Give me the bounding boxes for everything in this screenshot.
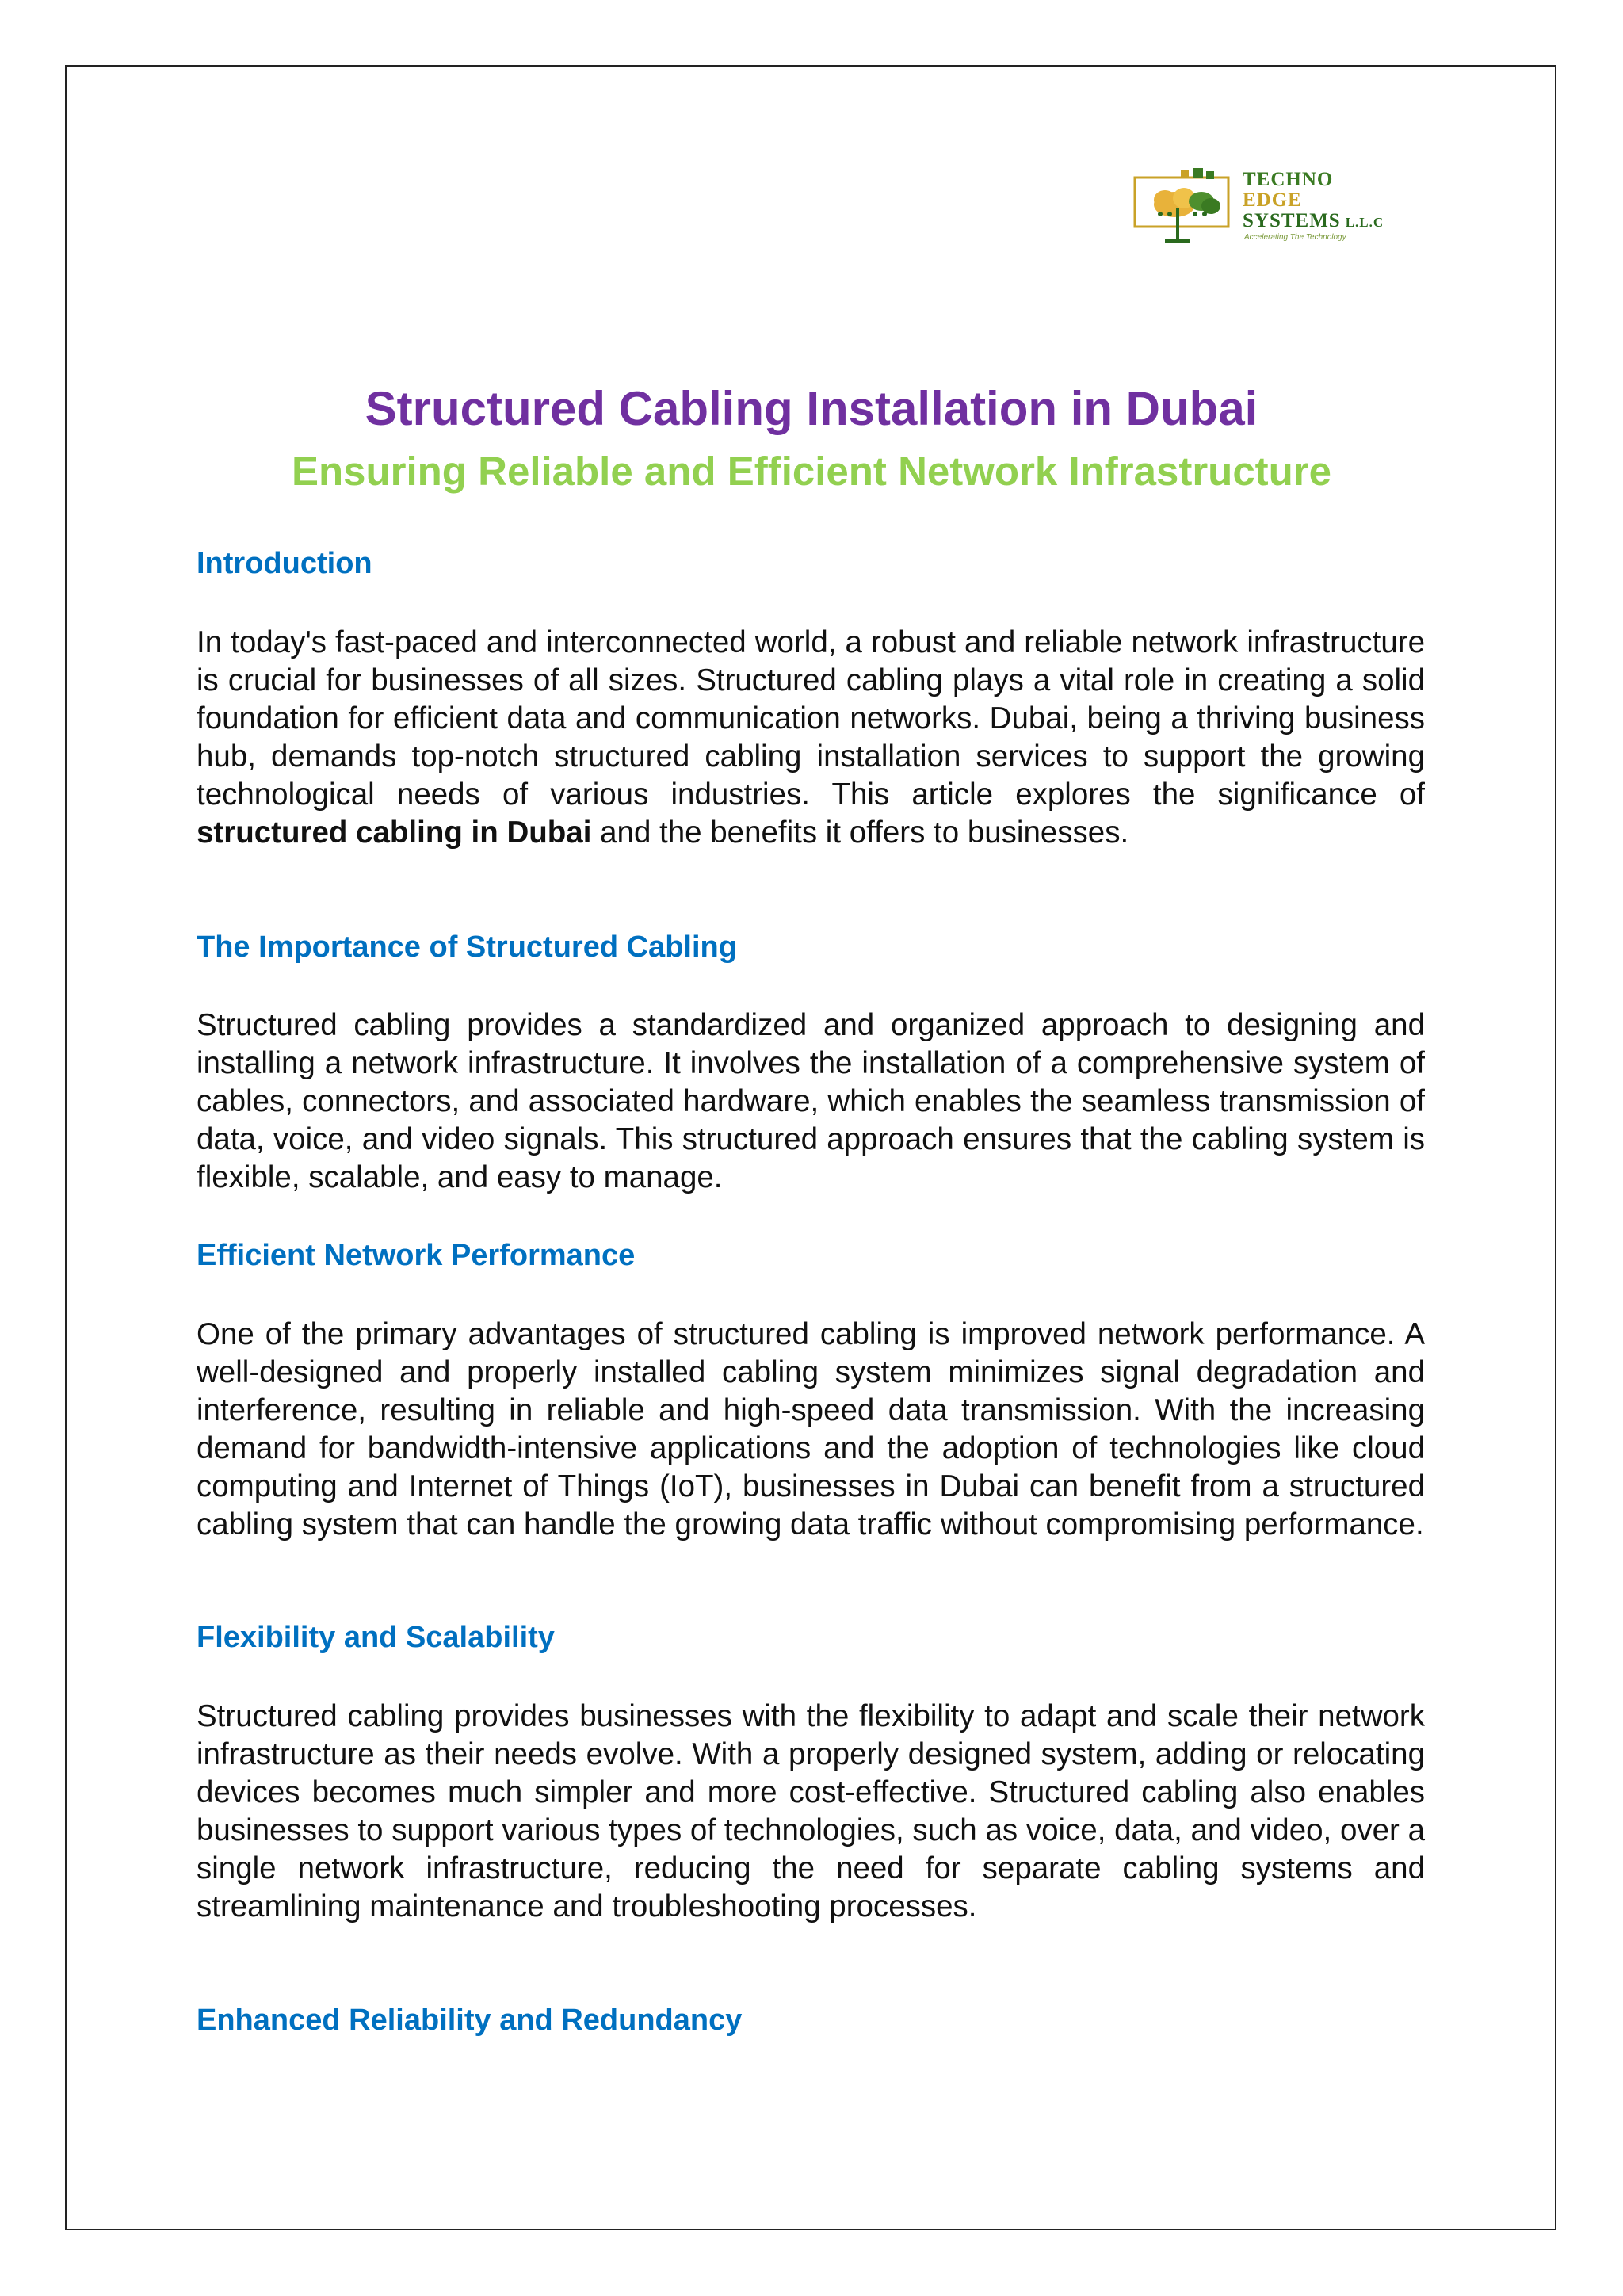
heading-introduction: Introduction [197,547,372,580]
company-logo [1133,168,1419,247]
logo-line-techno: TECHNO [1243,169,1334,190]
paragraph-importance: Structured cabling provides a standardized and organized approach to designing and installing a network infrastructure. It involves the installation of a comprehensive system of cables, connectors, and associated hardware, which enables the seamless transmission of data, voice, and video signals. This structured approach ensures that the cabling system is flexible, scalable, and easy to manage. [197,1008,1425,1194]
cloud-network-icon [1133,168,1236,247]
logo-tagline: Accelerating The Technology [1244,233,1346,242]
paragraph-introduction [197,624,1425,852]
paragraph-performance: One of the primary advantages of structured cabling is improved network performance. A well-designed and properly installed cabling system minimizes signal degradation and interference, resulting in reliable and high-speed data transmission. With the increasing demand for bandwidth-intensive applications and the adoption of technologies like cloud computing and Internet of Things (IoT), businesses in Dubai can benefit from a structured cabling system that can handle the growing data traffic without compromising performance. [197,1317,1425,1541]
heading-reliability: Enhanced Reliability and Redundancy [197,2004,743,2037]
logo-line-systems: SYSTEMS [1243,210,1341,231]
page-subtitle: Ensuring Reliable and Efficient Network Infrastructure [291,449,1332,494]
logo-llc: L.L.C [1345,215,1384,230]
heading-importance: The Importance of Structured Cabling [197,930,737,964]
intro-text-end: and the benefits it offers to businesses. [591,816,1129,850]
heading-performance: Efficient Network Performance [197,1239,636,1272]
intro-bold-keyword: structured cabling in Dubai [197,816,592,850]
paragraph-flexibility: Structured cabling provides businesses with the flexibility to adapt and scale their network infrastructure as their needs evolve. With a properly designed system, adding or relocating devices becomes much simpler and more cost-effective. Structured cabling also enables businesses to support various types of technologies, such as voice, data, and video, over a single network infrastructure, reducing the need for separate cabling systems and streamlining maintenance and troubleshooting processes. [197,1699,1425,1924]
heading-flexibility: Flexibility and Scalability [197,1621,555,1654]
logo-line-edge: EDGE [1243,189,1302,211]
page-title: Structured Cabling Installation in Dubai [365,382,1258,435]
intro-text-start: In today's fast-paced and interconnected world, a robust and reliable network infrastructure is crucial for businesses of all sizes. Structured cabling plays a vital role in creating a solid foundation for efficient data and communication networks. Dubai, being a thriving business hub, demands top-notch structured cabling installation services to support the growing technological needs of various industries. This article explores the significance of [197,625,1425,812]
